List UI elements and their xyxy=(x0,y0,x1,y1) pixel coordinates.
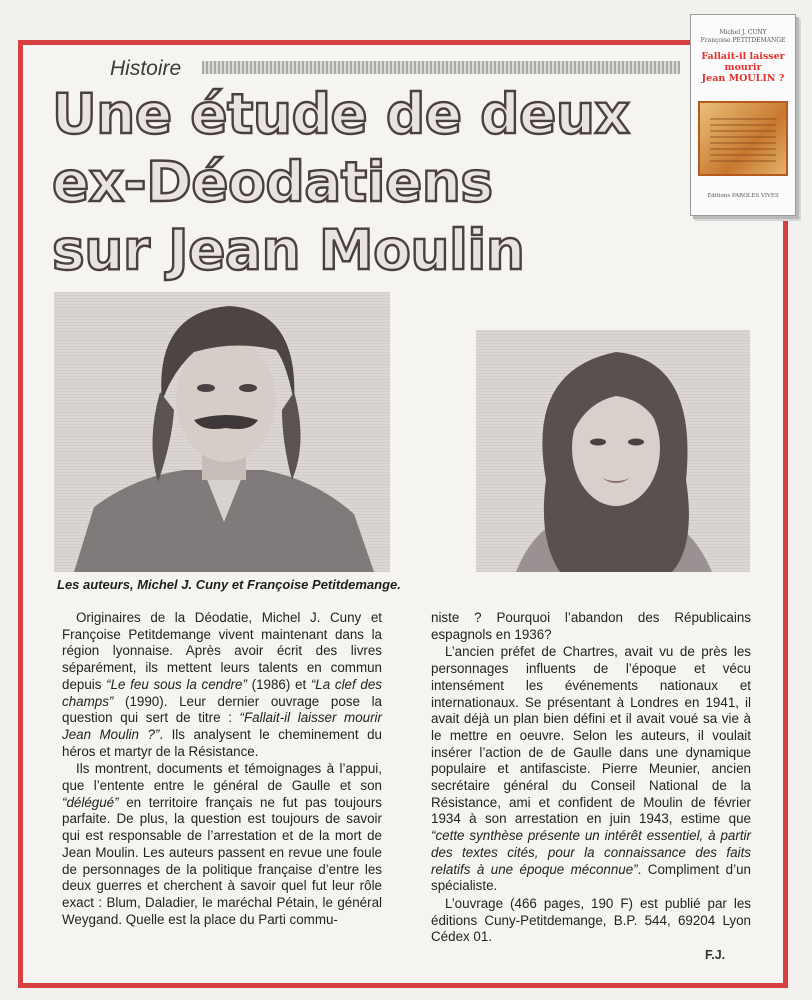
text: Originaires de la Déodatie, Michel J. Cuny et Françoise Petitdemange vivent maintenant dans la région lyonnaise. Après avoir écrit des livres séparément, ils mettent leurs talents en commun depuis xyxy=(62,610,382,692)
quote: “délégué” xyxy=(62,794,119,810)
book-authors: Michel J. CUNY Françoise PETITDEMANGE xyxy=(700,29,786,44)
headline: Une étude de deux ex-Déodatiens sur Jean Moulin xyxy=(52,82,630,282)
photo-caption: Les auteurs, Michel J. Cuny et Françoise Petitdemange. xyxy=(57,577,401,592)
paragraph xyxy=(62,761,382,928)
book-title: Fallait-il laisser mourir Jean MOULIN ? xyxy=(701,51,785,84)
book-publisher: Éditions PAROLES VIVES xyxy=(707,193,779,199)
article-column-1 xyxy=(62,610,382,929)
text: . Ils analysent le cheminement du héros et martyr de la Résistance. xyxy=(62,726,382,759)
section-rubric: Histoire xyxy=(110,57,182,80)
paragraph: niste ? Pourquoi l’abandon des Républicains espagnols en 1936? xyxy=(431,610,751,642)
photo-michel-cuny xyxy=(54,292,390,572)
text: (1986) et xyxy=(246,676,311,692)
text: L’ancien préfet de Chartres, avait vu de près les personnages influents de l’époque et vécu intensément les événements nationaux et internationaux. Se présentant à Londres en 1941, il avait déjà un plan bien défini et il avait voué sa vie à le mettre en oeuvre. Selon les auteurs, il voulait insérer l’action de de Gaulle dans une dynamique populaire et antifasciste. Pierre Meunier, ancien secrétaire général du Conseil National de la Résistance, ami et confident de Moulin de février 1934 à son arrestation en juin 1943, estime que xyxy=(431,644,751,827)
book-title-quote: “Fallait-il laisser mourir Jean Moulin ?” xyxy=(62,710,382,742)
article-column-2 xyxy=(431,610,751,947)
book-cover-illustration xyxy=(698,101,788,176)
book-cover xyxy=(690,14,796,216)
author-signature: F.J. xyxy=(705,948,726,962)
paragraph: L’ouvrage (466 pages, 190 F) est publié par les éditions Cuny-Petitdemange, B.P. 544, 69204 Lyon Cédex 01. xyxy=(431,895,751,945)
rubric-rule xyxy=(202,61,680,74)
paragraph xyxy=(431,644,751,895)
text: en territoire français ne fut pas toujours parfaite. De plus, la question est toujours de savoir qui est responsable de l’arrestation et de la mort de Jean Moulin. Les auteurs passent en revue une foule de personnages de la politique française d’entre les deux guerres et cherchent à savoir quel fut leur rôle exact : Blum, Daladier, le maréchal Pétain, le général Weygand. Quelle est la place du Parti commu- xyxy=(62,794,382,927)
portrait-illustration xyxy=(476,330,750,572)
text: (1990). Leur dernier ouvrage pose la question qui sert de titre : xyxy=(62,693,382,726)
quote: “cette synthèse présente un intérêt essentiel, à partir des textes cités, pour la connaissance des faits relatifs à une époque méconnue” xyxy=(431,828,751,877)
book-title-quote: “La clef des champs” xyxy=(62,676,382,709)
portrait-illustration xyxy=(54,292,390,572)
text: . Compliment d’un spécialiste. xyxy=(431,861,751,894)
book-title-quote: “Le feu sous la cendre” xyxy=(106,676,247,692)
photo-francoise-petitdemange xyxy=(476,330,750,572)
text: Ils montrent, documents et témoignages à l’appui, que l’entente entre le général de Gaulle et son xyxy=(62,761,382,794)
paragraph xyxy=(62,610,382,760)
